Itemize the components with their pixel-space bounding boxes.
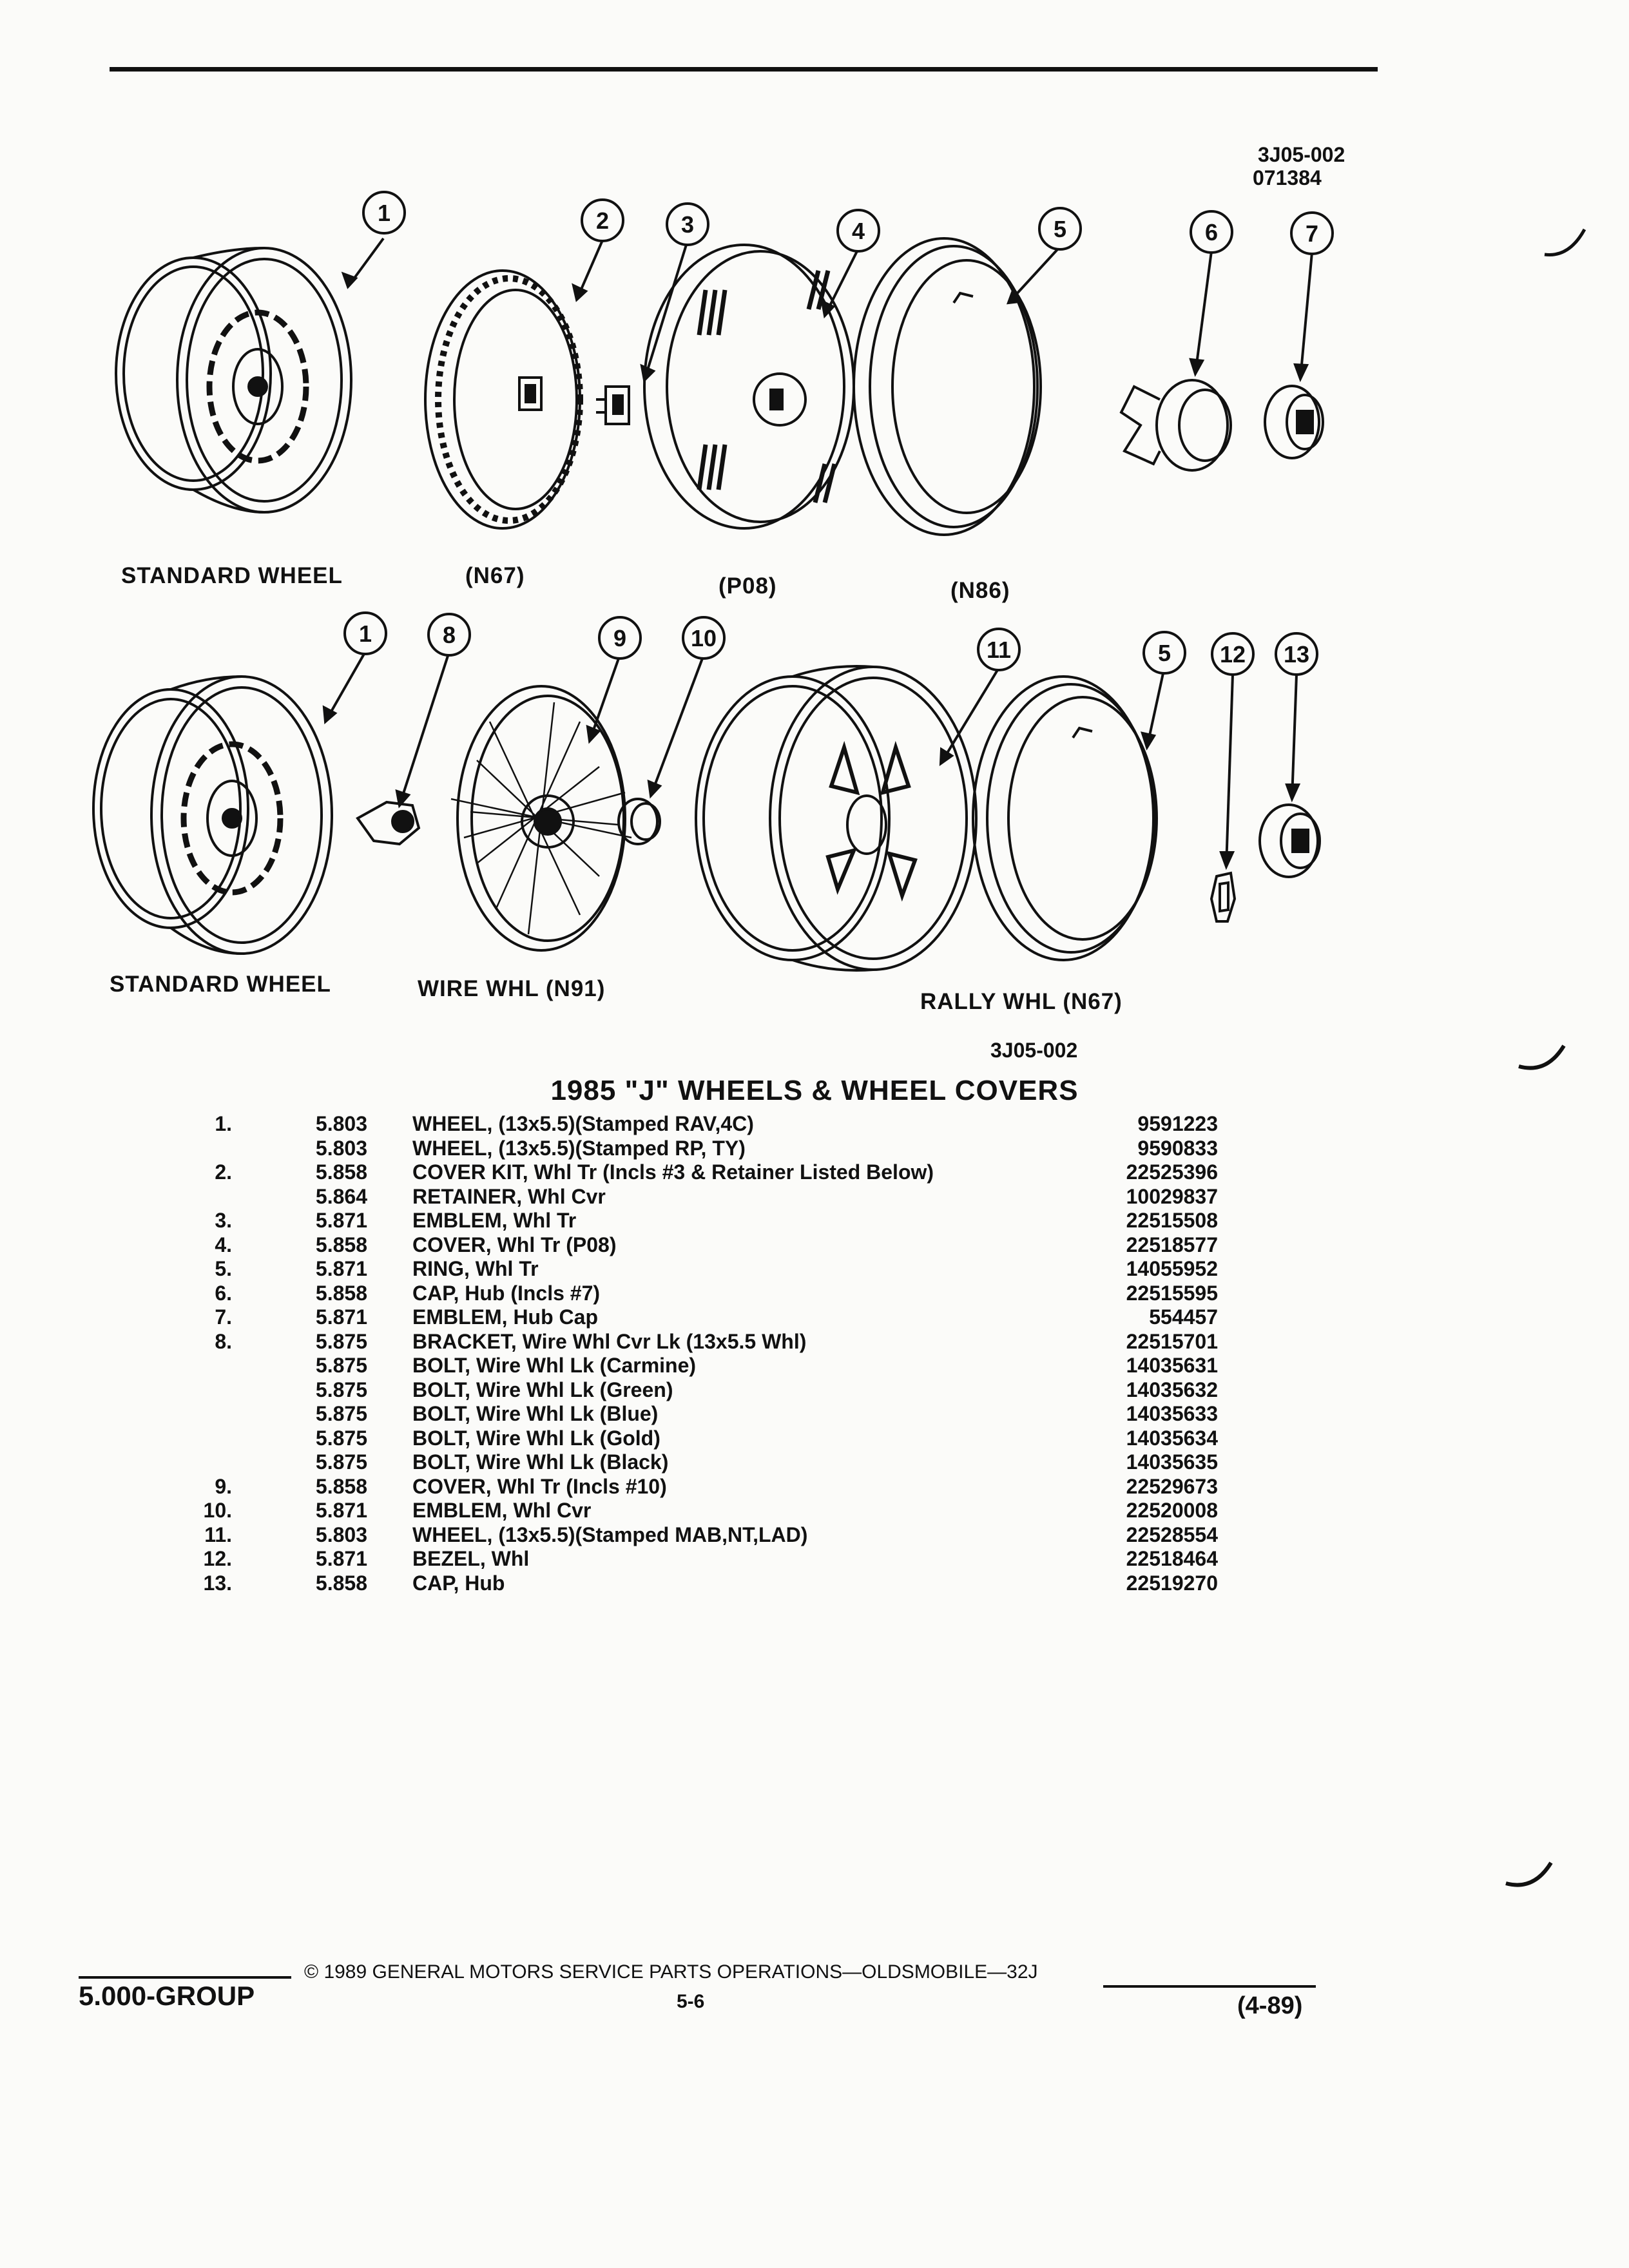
part-description: CAP, Hub (Incls #7) [412, 1281, 601, 1305]
part-number: 22515595 [1126, 1281, 1218, 1305]
group-number: 5.803 [315, 1136, 367, 1160]
group-number: 5.875 [315, 1450, 367, 1474]
trim-ring-5-illustration [973, 677, 1157, 960]
part-number: 14035632 [1126, 1378, 1218, 1401]
parts-list-title: 1985 "J" WHEELS & WHEEL COVERS [550, 1075, 1079, 1106]
item-number: 5. [215, 1257, 232, 1280]
callout-number-1: 1 [377, 200, 391, 226]
footer-group: 5.000-GROUP [79, 1981, 255, 2011]
part-number: 10029837 [1126, 1184, 1218, 1208]
label-rally-wheel: RALLY WHL (N67) [920, 989, 1123, 1014]
group-number: 5.875 [315, 1378, 367, 1401]
callout-1-row1 [343, 192, 405, 287]
callout-number-4: 4 [851, 218, 865, 244]
wire-wheel-cover-9-illustration [451, 686, 631, 950]
part-description: BOLT, Wire Whl Lk (Carmine) [412, 1354, 697, 1377]
parts-row [161, 1523, 1218, 1548]
callout-number-11: 11 [986, 637, 1012, 663]
callout-3 [642, 204, 708, 380]
part-number: 9591223 [1137, 1112, 1218, 1135]
part-description: BEZEL, Whl [412, 1547, 530, 1570]
item-number: 4. [215, 1233, 232, 1256]
parts-row [161, 1378, 1218, 1403]
footer-page-number: 5-6 [677, 1991, 705, 2012]
group-number: 5.858 [315, 1571, 367, 1595]
item-number: 6. [215, 1281, 232, 1305]
group-number: 5.875 [315, 1329, 367, 1353]
parts-row [161, 1160, 1218, 1185]
label-n67: (N67) [465, 563, 525, 588]
part-description: BOLT, Wire Whl Lk (Black) [412, 1450, 669, 1474]
label-standard-wheel-row1: STANDARD WHEEL [121, 563, 343, 588]
callout-number-3: 3 [680, 211, 695, 238]
part-description: BOLT, Wire Whl Lk (Green) [412, 1378, 673, 1401]
item-number: 9. [215, 1474, 232, 1498]
group-number: 5.803 [315, 1523, 367, 1546]
part-description: EMBLEM, Whl Cvr [412, 1499, 592, 1522]
parts-row [161, 1547, 1218, 1571]
parts-row [161, 1427, 1218, 1451]
label-wire-wheel: WIRE WHL (N91) [418, 976, 606, 1001]
parts-row [161, 1209, 1218, 1233]
parts-row [161, 1185, 1218, 1209]
part-number: 22525396 [1126, 1160, 1218, 1184]
part-description: COVER KIT, Whl Tr (Incls #3 & Retainer Listed Below) [412, 1160, 934, 1184]
part-number: 14035635 [1126, 1450, 1218, 1474]
callout-number-6: 6 [1204, 219, 1219, 245]
callout-1-row2 [324, 613, 386, 722]
parts-row [161, 1402, 1218, 1427]
callout-number-2: 2 [595, 207, 610, 234]
parts-table [161, 1112, 1218, 1595]
part-number: 14035634 [1126, 1426, 1218, 1450]
group-number: 5.858 [315, 1474, 367, 1498]
emblem-3-illustration [596, 387, 629, 424]
group-number: 5.858 [315, 1281, 367, 1305]
trim-ring-n86-illustration [854, 238, 1041, 535]
callout-number-13: 13 [1283, 641, 1310, 668]
lock-bracket-8-illustration [358, 802, 419, 844]
item-number: 7. [215, 1305, 232, 1329]
parts-row [161, 1330, 1218, 1354]
label-standard-wheel-row2: STANDARD WHEEL [110, 972, 331, 997]
parts-row [161, 1233, 1218, 1258]
part-number: 22515508 [1126, 1209, 1218, 1232]
group-number: 5.864 [315, 1184, 367, 1208]
lower-ref-code: 3J05-002 [990, 1039, 1078, 1062]
standard-wheel-illustration [116, 248, 351, 512]
callout-number-10: 10 [690, 625, 717, 651]
part-number: 22529673 [1126, 1474, 1218, 1498]
parts-row [161, 1305, 1218, 1330]
callout-number-7: 7 [1305, 220, 1319, 247]
callout-5-row1 [1008, 208, 1081, 303]
group-number: 5.875 [315, 1426, 367, 1450]
group-number: 5.803 [315, 1112, 367, 1135]
callout-8 [397, 614, 470, 805]
callout-number-5-row2: 5 [1157, 640, 1171, 666]
item-number: 10. [203, 1499, 232, 1522]
item-number: 13. [203, 1571, 232, 1595]
group-number: 5.871 [315, 1305, 367, 1329]
group-number: 5.875 [315, 1402, 367, 1425]
part-description: COVER, Whl Tr (Incls #10) [412, 1474, 667, 1498]
parts-row [161, 1282, 1218, 1306]
rally-wheel-11-illustration [696, 666, 976, 970]
callout-number-1-row2: 1 [358, 620, 372, 647]
part-number: 554457 [1149, 1305, 1218, 1329]
part-description: WHEEL, (13x5.5)(Stamped RAV,4C) [412, 1112, 754, 1135]
footer-rule-right [1103, 1985, 1316, 1988]
binding-mark-1 [1543, 226, 1588, 264]
part-description: BOLT, Wire Whl Lk (Blue) [412, 1402, 659, 1425]
part-description: WHEEL, (13x5.5)(Stamped RP, TY) [412, 1136, 746, 1160]
parts-row [161, 1137, 1218, 1161]
callout-number-9: 9 [613, 625, 627, 651]
part-number: 22528554 [1126, 1523, 1218, 1546]
part-description: CAP, Hub [412, 1571, 505, 1595]
group-number: 5.875 [315, 1354, 367, 1377]
part-description: BRACKET, Wire Whl Cvr Lk (13x5.5 Whl) [412, 1329, 807, 1353]
group-number: 5.858 [315, 1160, 367, 1184]
parts-row [161, 1257, 1218, 1282]
wheel-cover-p08-illustration [644, 245, 854, 528]
part-number: 14035633 [1126, 1402, 1218, 1425]
parts-row [161, 1499, 1218, 1523]
part-description: EMBLEM, Whl Tr [412, 1209, 577, 1232]
part-number: 22519270 [1126, 1571, 1218, 1595]
part-description: EMBLEM, Hub Cap [412, 1305, 598, 1329]
item-number: 8. [215, 1329, 232, 1353]
callout-number-8: 8 [442, 622, 456, 648]
label-n86: (N86) [950, 578, 1010, 603]
group-number: 5.871 [315, 1209, 367, 1232]
footer-revision: (4-89) [1237, 1992, 1303, 2019]
part-number: 22518464 [1126, 1547, 1218, 1570]
item-number: 1. [215, 1112, 232, 1135]
group-number: 5.871 [315, 1499, 367, 1522]
binding-mark-3 [1505, 1859, 1556, 1898]
item-number: 2. [215, 1160, 232, 1184]
part-number: 22515701 [1126, 1329, 1218, 1353]
label-p08: (P08) [718, 573, 777, 599]
bezel-12-illustration [1211, 873, 1235, 921]
wheel-cover-n67-illustration [425, 271, 580, 528]
part-number: 14055952 [1126, 1257, 1218, 1280]
part-number: 22518577 [1126, 1233, 1218, 1256]
group-number: 5.871 [315, 1257, 367, 1280]
group-number: 5.858 [315, 1233, 367, 1256]
part-description: BOLT, Wire Whl Lk (Gold) [412, 1426, 660, 1450]
parts-row [161, 1450, 1218, 1475]
hub-cap-6-illustration [1121, 380, 1231, 470]
item-number: 3. [215, 1209, 232, 1232]
parts-row [161, 1354, 1218, 1378]
wheel-exploded-diagram [0, 0, 1629, 1044]
callout-number-12: 12 [1219, 641, 1246, 668]
header-ref-date: 071384 [1253, 166, 1322, 189]
part-number: 14035631 [1126, 1354, 1218, 1377]
part-description: RING, Whl Tr [412, 1257, 539, 1280]
parts-row [161, 1475, 1218, 1499]
item-number: 11. [204, 1523, 232, 1546]
footer-rule-left [79, 1976, 291, 1979]
footer-copyright: © 1989 GENERAL MOTORS SERVICE PARTS OPERATIONS—OLDSMOBILE—32J [304, 1961, 1038, 1983]
group-number: 5.871 [315, 1547, 367, 1570]
hub-emblem-7-illustration [1265, 386, 1323, 458]
binding-mark-2 [1518, 1041, 1569, 1079]
parts-row [161, 1112, 1218, 1137]
item-number: 12. [203, 1547, 232, 1570]
callout-12 [1212, 633, 1253, 867]
header-ref-code: 3J05-002 [1258, 143, 1345, 166]
callout-number-5: 5 [1053, 216, 1067, 242]
part-description: WHEEL, (13x5.5)(Stamped MAB,NT,LAD) [412, 1523, 808, 1546]
standard-wheel-2-illustration [93, 677, 332, 954]
part-description: COVER, Whl Tr (P08) [412, 1233, 617, 1256]
part-description: RETAINER, Whl Cvr [412, 1184, 606, 1208]
parts-row [161, 1571, 1218, 1596]
hub-cap-13-illustration [1260, 805, 1320, 877]
part-number: 22520008 [1126, 1499, 1218, 1522]
part-number: 9590833 [1137, 1136, 1218, 1160]
